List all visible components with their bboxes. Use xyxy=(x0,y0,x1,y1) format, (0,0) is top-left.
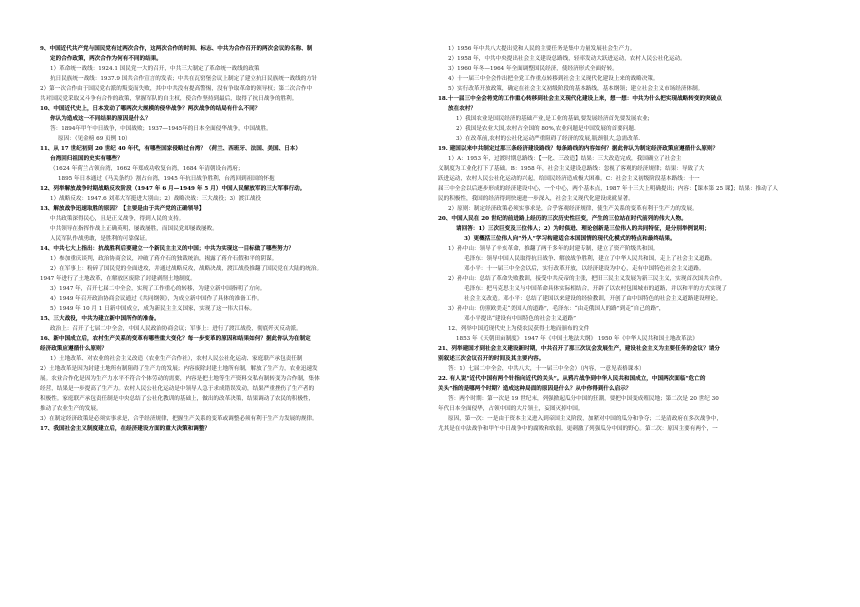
left-text-line: 答：1894年甲午中日战争，中国战败；1937—1945年的日本全面侵华战争，中国战胜。 xyxy=(50,126,272,132)
left-text-line: 1）革命统一战线：1924.1 国民党一大的召开，中共三大制定了革命统一战线的政策 xyxy=(50,66,260,72)
left-text-line: 2）在军事上：粉碎了国民党的全面进攻，并通过战略反攻，战略决战，渡江战役推翻了国民党在大陆的统治。 xyxy=(50,266,323,272)
right-question-line: 请回答：1）三次巨变及三位伟人；2）为时俱进、理论创新是三位伟人的共同特征，是分别举例说明； xyxy=(456,226,710,232)
right-text-line: 1853 年《天朝田亩制度》 1947 年《中国土地法大纲》 1950 年《中华人民共和国土地改革法》 xyxy=(456,336,698,342)
right-text-line: 1）A：1953 年，过渡时期总路线：【一化、三改造】结果：三大改造完成，我国确立了社会主 xyxy=(448,156,682,162)
right-text-line: 义制度为工业化打下了基础。B：1958 年，社会主义建设总路线：忽视了客观的经济规律；结果：导致了大 xyxy=(438,166,705,172)
left-question-line: 台湾回归祖国的史实有哪些？ xyxy=(50,156,123,162)
right-text-line: 毛泽东：领导中国人民取得抗日战争、解放战争胜利，建立了中华人民共和国，走上了社会主义道路。 xyxy=(464,256,716,262)
right-text-line: 5）实行改革开放政策，确定在社会主义初级阶段的基本路线，基本纲领；建立社会主义市场经济体制。 xyxy=(448,86,704,92)
left-text-line: 1）参加重庆谈判，政治协商会议，冲破了蒋介石的独裁统治，揭露了蒋介石假和平的阴谋。 xyxy=(50,256,278,262)
left-column xyxy=(40,44,426,607)
right-text-line: 跃进运动，农村人民公社化运动的兴起，给国民经济造成极大困难。C：社会主义初级阶段基本路线：十一 xyxy=(438,176,700,182)
right-text-line: 毛泽东：把马克思主义与中国革命具体实际相结合，开辟了以农村包围城市的道路，并以和平的方式实现了 xyxy=(464,286,727,292)
right-question-line: 21、列举建国才到社会主义建设新时期，中共召开了那三次议会发展生产，建设社会主义为主要任务的会议？请分 xyxy=(438,346,720,352)
left-text-line: 1947 年进行了土地改革，在解放区废除了封建剥削土地制度。 xyxy=(40,276,196,282)
right-text-line: 2）原则：制定经济政策必须实事求是，合乎客观经济规律，使生产关系的变革有利于生产力的发展。 xyxy=(448,206,698,212)
right-text-line: 1）孙中山：领导了辛亥革命，推翻了两千多年的封建专制，建立了资产阶级共和国。 xyxy=(448,246,659,252)
left-question-line: 你认为造成这一不同结果的原因是什么？ xyxy=(50,116,151,122)
left-text-line: 3）1947 年，召开七届二中全会，实现了工作重心的转移，为建立新中国指明了方向。 xyxy=(50,286,266,292)
right-text-line: 尤其是在中法战争和甲午中日战争中的腐败和软弱，更刺激了列强瓜分中国的野心。第二次：原因主要有两个，一 xyxy=(438,426,718,432)
left-text-line: 政治上：召开了七届二中全会，中国人民政治协商会议；军事上：进行了渡江战役，彻底歼灭反动派。 xyxy=(50,326,302,332)
left-text-line: 2）土地改革是因为封建土地所有制阻碍了生产力的发展；内容废除封建土地所有制，解放了生产力，农业迅速发 xyxy=(40,366,318,372)
right-text-line: 答：两个时期：第一次是 19 世纪末，列强掀起瓜分中国的狂潮，要把中国变成殖民地；第二次是 20 世纪 30 xyxy=(448,396,719,402)
left-question-line: 定的合作政策，两次合作为何有不同的结果。 xyxy=(50,56,162,62)
right-text-line: 1）我国农业是国民经济的基础产业,是工业的基础,要发展经济首先要发展农业; xyxy=(456,116,650,122)
right-text-line: 届三中全会以后逐步形成的经济建设中心，一个中心，两个基本点，1987 年十三大上明确提出；内容：【课本第 25 课】；结果：推动了人 xyxy=(438,186,778,192)
right-text-line: 邓小平：十一届三中全会以后，实行改革开放，以经济建设为中心，走有中国特色社会主义道路。 xyxy=(464,266,705,272)
left-text-line: 中共政策深得民心，且是正义战争，得到人民的支持。 xyxy=(50,216,185,222)
right-question-line: 关头”指的是哪两个时期？造成这种局面的原因是什么？从中你得到什么启示？ xyxy=(438,386,632,392)
right-text-line: 2）孙中山：总结了革命失败教训，接受中共反帝的主张，把旧三民主义发展为新三民主义，实现首次国共合作。 xyxy=(448,276,726,282)
left-question-line: 12、列举解放战争时期战略反攻阶段（1947 年 6 月—1949 年 5 月）中国人民解放军的三大军事行动。 xyxy=(40,186,306,192)
left-question-line: 9、中国近代共产党与国民党有过两次合作，这两次合作的时间、标志、中共为合作召开的两次会议的名称、制 xyxy=(40,46,313,52)
left-question-line: 14、中共七大上指出：抗战胜利后要建立一个新民主主义的中国；中共为实现这一目标做了哪些努力？ xyxy=(40,246,294,252)
left-question-line: 11、从 17 世纪初到 20 世纪 40 年代，有哪些国家侵略过台湾？（荷兰、西班牙、法国、美国、日本） xyxy=(40,146,301,152)
left-question-line: 15、三大战役，中共为建立新中国所作的准备。 xyxy=(40,316,160,322)
right-text-line: 3）在改革前,农村的公社化运动严重阻碍了经济的发展,瓶颈很大,急需改革. xyxy=(456,136,641,142)
right-text-line: 1）1956 年中共八大提出党和人民的主要任务是集中力量发展社会生产力。 xyxy=(448,46,636,52)
right-question-line: 22. 有人说“近代中国有两个针指向近代的关头”。从鸦片战争到中华人民共和国成立，中国两次面临“危亡的 xyxy=(438,376,706,382)
left-text-line: 共对国民党采取又斗争有合作的政策，掌握军队的自主权，使合作坚持到最后，取得了抗日战争的胜利。 xyxy=(40,96,298,102)
left-text-line: 推动了农业生产的发展。 xyxy=(40,406,102,412)
left-text-line: 5）1949 年 10 月 1 日新中国成立，成为新民主主义国家，实现了这一伟大目标。 xyxy=(50,306,256,312)
right-question-line: 20、中国人民在 20 世纪的前进路上经历的三次历史性巨变，产生的三位站在时代前列的伟大人物。 xyxy=(438,216,687,222)
right-text-line: 答：1）七届二中全会，中共八大，十一届三中全会）（内容，一意见表格课本） xyxy=(448,366,645,372)
right-text-line: 社会主义改造。邓小平：总结了建国以来建设的经验教训，开创了由中国特色的社会主义道路建设理论。 xyxy=(464,296,722,302)
right-question-line: 19. 建国以来中共制定过那三条经济建设路线？每条路线的内容如何？据此你认为制定经济政策应遵循什么原则？ xyxy=(438,146,719,152)
right-text-line: 3）1960 年冬—1964 年全面调整国民经济，使经济形式全面好转。 xyxy=(448,66,618,72)
right-text-line: 原因，第一次：一是由于资本主义进入到帝国主义阶段，加紧对中国的瓜分和争夺；二是清政府在多次战争中， xyxy=(448,416,723,422)
left-text-line: 3）在制定经济政策是必须实事求是，合乎经济规律，把握生产关系的变革或调整必须有利于生产力发展的规律。 xyxy=(40,416,318,422)
right-column xyxy=(438,44,824,607)
right-question-line: 放在农村？ xyxy=(448,106,476,112)
right-question-line: 别叙述三次会议召开的时间及其主要内容。 xyxy=(438,356,545,362)
right-text-line: 12、列举中国近现代史上为使农民获得土地而颁布的文件 xyxy=(448,326,590,332)
left-text-line: 4）1949 年召开政治协商会议通过《共同纲领》，为成立新中国作了具体的准备工作。 xyxy=(50,296,263,302)
right-text-line: 2）我国是农业大国,农村占全国的 80%,农业问题是中国发展的首要问题. xyxy=(456,126,636,132)
right-text-line: 年代日本全面侵华，占领中国的大片领土，妄图灭掉中国。 xyxy=(438,406,584,412)
right-text-line: 民的积极性，我国的经济得到快速进一步深入，社会主义现代化建设成就显著。 xyxy=(438,196,634,202)
left-text-line: 1895 年日本通过《马关条约》割占台湾，1945 年抗日战争胜利，台湾回到祖国的怀抱 xyxy=(58,176,275,182)
right-text-line: 4）十一届三中全会作出把全党工作重点转移到社会主义现代化建设上来的战略决策。 xyxy=(448,76,659,82)
left-text-line: 抗日民族统一战线：1937.9 国共合作宣言的发表；中共在瓦窑堡会议上制定了建立抗日民族统一战线的方针 xyxy=(50,76,318,82)
left-text-line: 积极性。家庭联产承包责任制是中央总结了公社化教训的基础上，做出的改革决策，结果调动了农民的积极性， xyxy=(40,396,315,402)
right-text-line: 3）孙中山：仿照欧美走“美国人的道路”，毛泽东：“由走俄国人的路”到走“自己的路”， xyxy=(448,306,665,312)
left-text-line: 人民军队作战勇敢，是胜利的可靠保证。 xyxy=(50,236,151,242)
left-text-line: 2）第一次合作由于国民党右派的叛变而失败，其中中共没有提高警惕，没有争取革命的领导权；第二次合作中 xyxy=(40,86,313,92)
left-question-line: 13、解放战争迅速取胜的原因？【主要是由于共产党的正确领导】 xyxy=(40,206,205,212)
right-text-line: 邓小平提出“建设有中国特色的社会主义道路” xyxy=(464,316,577,322)
left-text-line: 展。农业合作化是因为生产力水平不符合个体劳动的需要，内容是把土地等生产资料交私有制转变为合作制，集体 xyxy=(40,376,320,382)
left-text-line: 1）土地改革、对农业的社会主义改造（农业生产合作社），农村人民公社化运动、家庭联产承包责任制 xyxy=(50,356,303,362)
left-text-line: 1）战略反攻：1947.6 刘邓大军挺进大别山；2）战略决战：三大战役；3）渡江战役 xyxy=(50,196,262,202)
left-question-line: 经济政策应遵循什么原则？ xyxy=(40,346,108,352)
left-text-line: （1624 年荷兰占领台湾，1662 年郑成功收复台湾，1684 年清朝设台湾府； xyxy=(50,166,244,172)
left-question-line: 16、新中国成立后，农村生产关系的变革有哪些重大变化？每一步变革的原因和结果如何？据此你认为在制定 xyxy=(40,336,311,342)
right-question-line: 18.十一届三中全会将党的工作重心转移到社会主义现代化建设上来，想一想：中共为什么把实现战略转变的突破点 xyxy=(438,96,722,102)
left-text-line: 经营，结果是一步提高了生产力。农村人民公社化运动是中领导人急于求成错误发动，结果严重挫伤了生产者的 xyxy=(40,386,315,392)
left-text-line: 原因：（见金榜 69 页例 10） xyxy=(58,136,131,142)
left-text-line: 中共领导在指挥作战上正确英明，屡战屡胜，而国民党却屡战屡败。 xyxy=(50,226,218,232)
left-question-line: 17、我国社会主义制度建立后，在经济建设方面的重大决策和调整？ xyxy=(40,426,211,432)
right-text-line: 2）1958 年，中共中央提出社会主义建设总路线，轻率发动大跃进运动，农村人民公社化运动。 xyxy=(448,56,686,62)
left-question-line: 10、中国近代史上，日本发动了哪两次大规模的侵华战争？两次战争的结局有什么不同？ xyxy=(40,106,261,112)
right-question-line: 3）更概括三位伟人向“外人”学习构建适合本国国情的现代化模式的特点和最终结果。 xyxy=(464,236,676,242)
